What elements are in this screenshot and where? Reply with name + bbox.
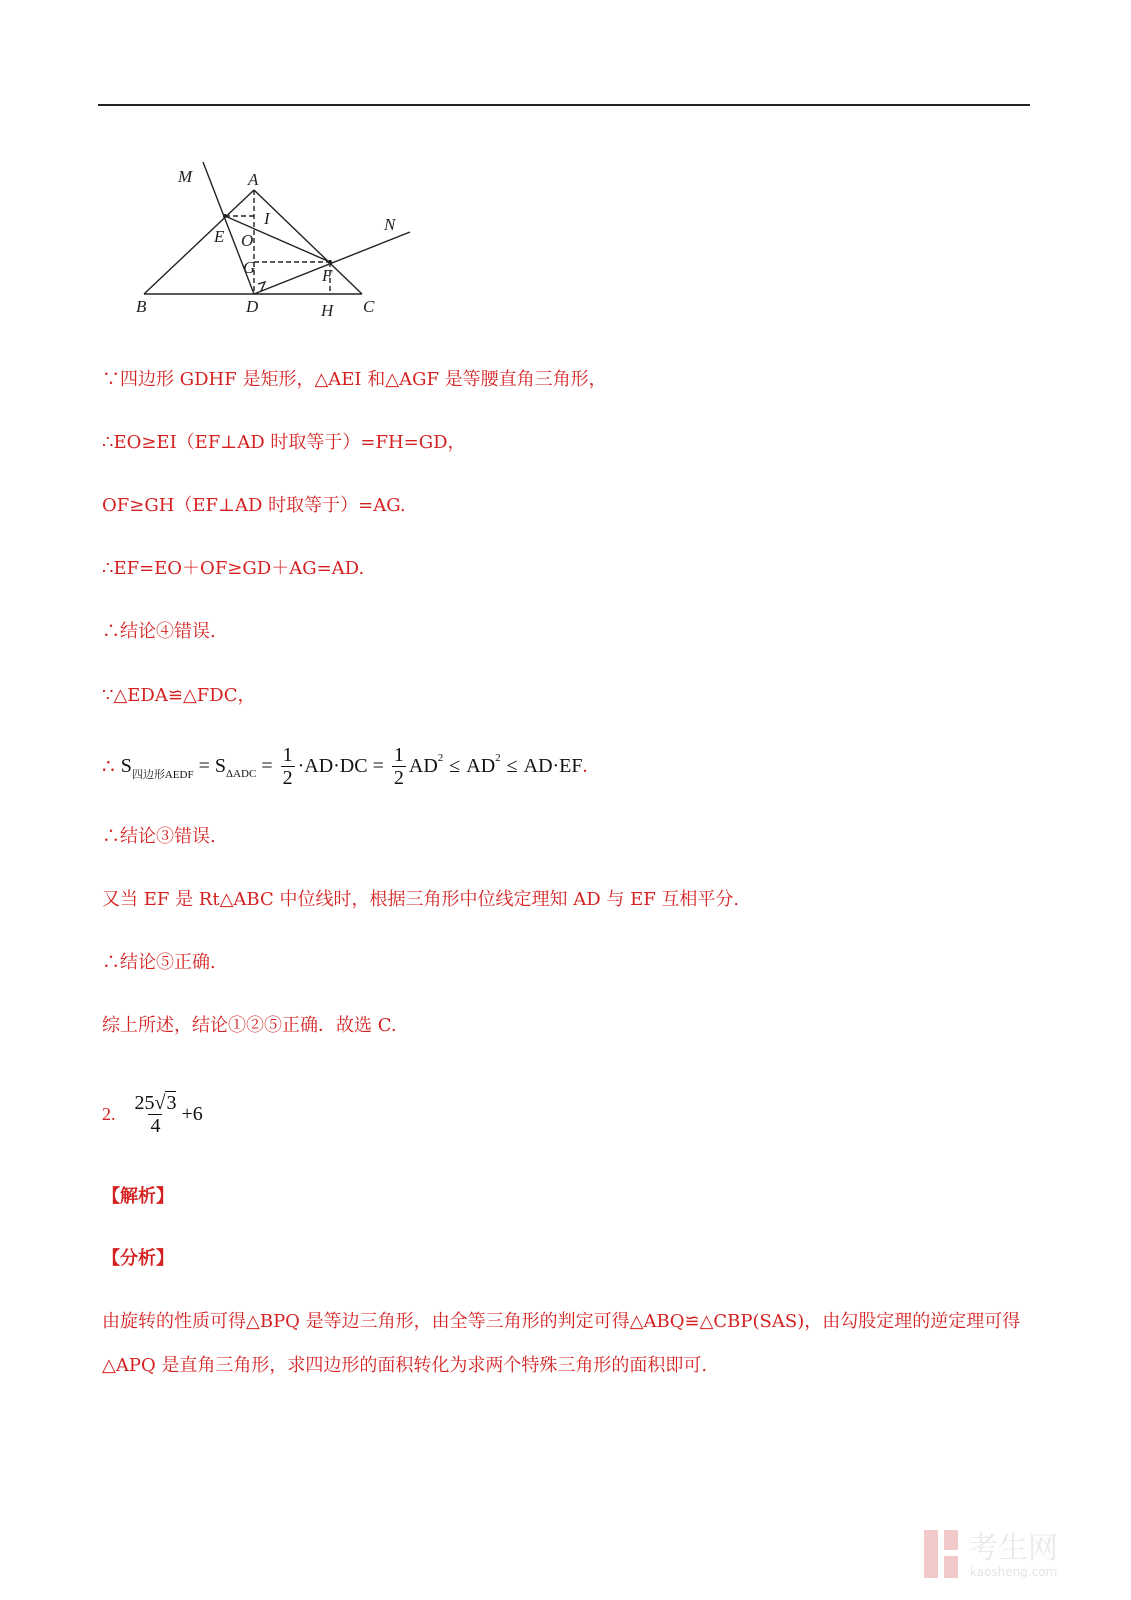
label-e: E — [214, 227, 225, 246]
proof-line-1: ∵四边形 GDHF 是矩形，△AEI 和△AGF 是等腰直角三角形， — [102, 369, 607, 390]
proof-line-3: OF≥GH（EF⊥AD 时取等于）=AG. — [102, 495, 406, 516]
label-d: D — [246, 297, 259, 316]
label-f: F — [322, 266, 333, 285]
question-number: 2. — [102, 1103, 116, 1124]
proof-line-9: 又当 EF 是 Rt△ABC 中位线时，根据三角形中位线定理知 AD 与 EF 互相平分. — [102, 889, 740, 910]
header-rule — [98, 104, 1030, 106]
proof-line-10: ∴结论⑤正确. — [102, 952, 216, 973]
side-ab — [144, 190, 254, 294]
label-g: G — [243, 258, 256, 277]
question-2-answer: 2. $\frac{25√3}{4}$ +6 — [102, 1091, 203, 1137]
label-n: N — [384, 215, 396, 234]
fraction-half-2: $\frac{1}{2}$ — [393, 743, 404, 789]
kaosheng-watermark — [922, 1526, 1092, 1582]
label-h: H — [321, 301, 334, 320]
label-a: A — [248, 170, 259, 189]
geometry-figure — [128, 156, 428, 326]
side-ac — [254, 190, 362, 294]
proof-line-6: ∵△EDA≌△FDC， — [102, 685, 256, 706]
watermark-en: kaosheng.com — [970, 1565, 1058, 1579]
proof-line-2: ∴EO≥EI（EF⊥AD 时取等于）=FH=GD， — [102, 432, 466, 453]
fraction-half: $\frac{1}{2}$ — [282, 743, 293, 789]
jiexi-heading: 【解析】 — [102, 1186, 174, 1207]
therefore-symbol: ∴ — [102, 755, 115, 778]
label-c: C — [363, 297, 375, 316]
fenxi-heading: 【分析】 — [102, 1248, 174, 1269]
analysis-paragraph: 由旋转的性质可得△BPQ 是等边三角形，由全等三角形的判定可得△ABQ≌△CBP(SAS)，由勾股定理的逆定理可得△APQ 是直角三角形，求四边形的面积转化为求两个特殊三角形的面积即可. — [102, 1311, 1021, 1376]
label-i: I — [264, 209, 270, 228]
answer-fraction: $\frac{25√3}{4}$ — [134, 1091, 177, 1137]
label-b: B — [136, 297, 147, 316]
label-o: O — [241, 231, 254, 250]
area-formula: ∴ S 四边形AEDF = S ΔADC = $\frac{1}{2}$ ·AD·DC = $\frac{1}{2}$ AD 2 ≤ AD 2 ≤ AD·EF . — [102, 743, 588, 789]
proof-line-5: ∴结论④错误. — [102, 621, 216, 642]
watermark-cn: 考生网 — [968, 1531, 1058, 1566]
proof-line-8: ∴结论③错误. — [102, 826, 216, 847]
proof-line-11: 综上所述，结论①②⑤正确．故选 C. — [102, 1015, 397, 1036]
label-m: M — [178, 167, 193, 186]
proof-line-4: ∴EF=EO＋OF≥GD＋AG=AD. — [102, 558, 365, 579]
